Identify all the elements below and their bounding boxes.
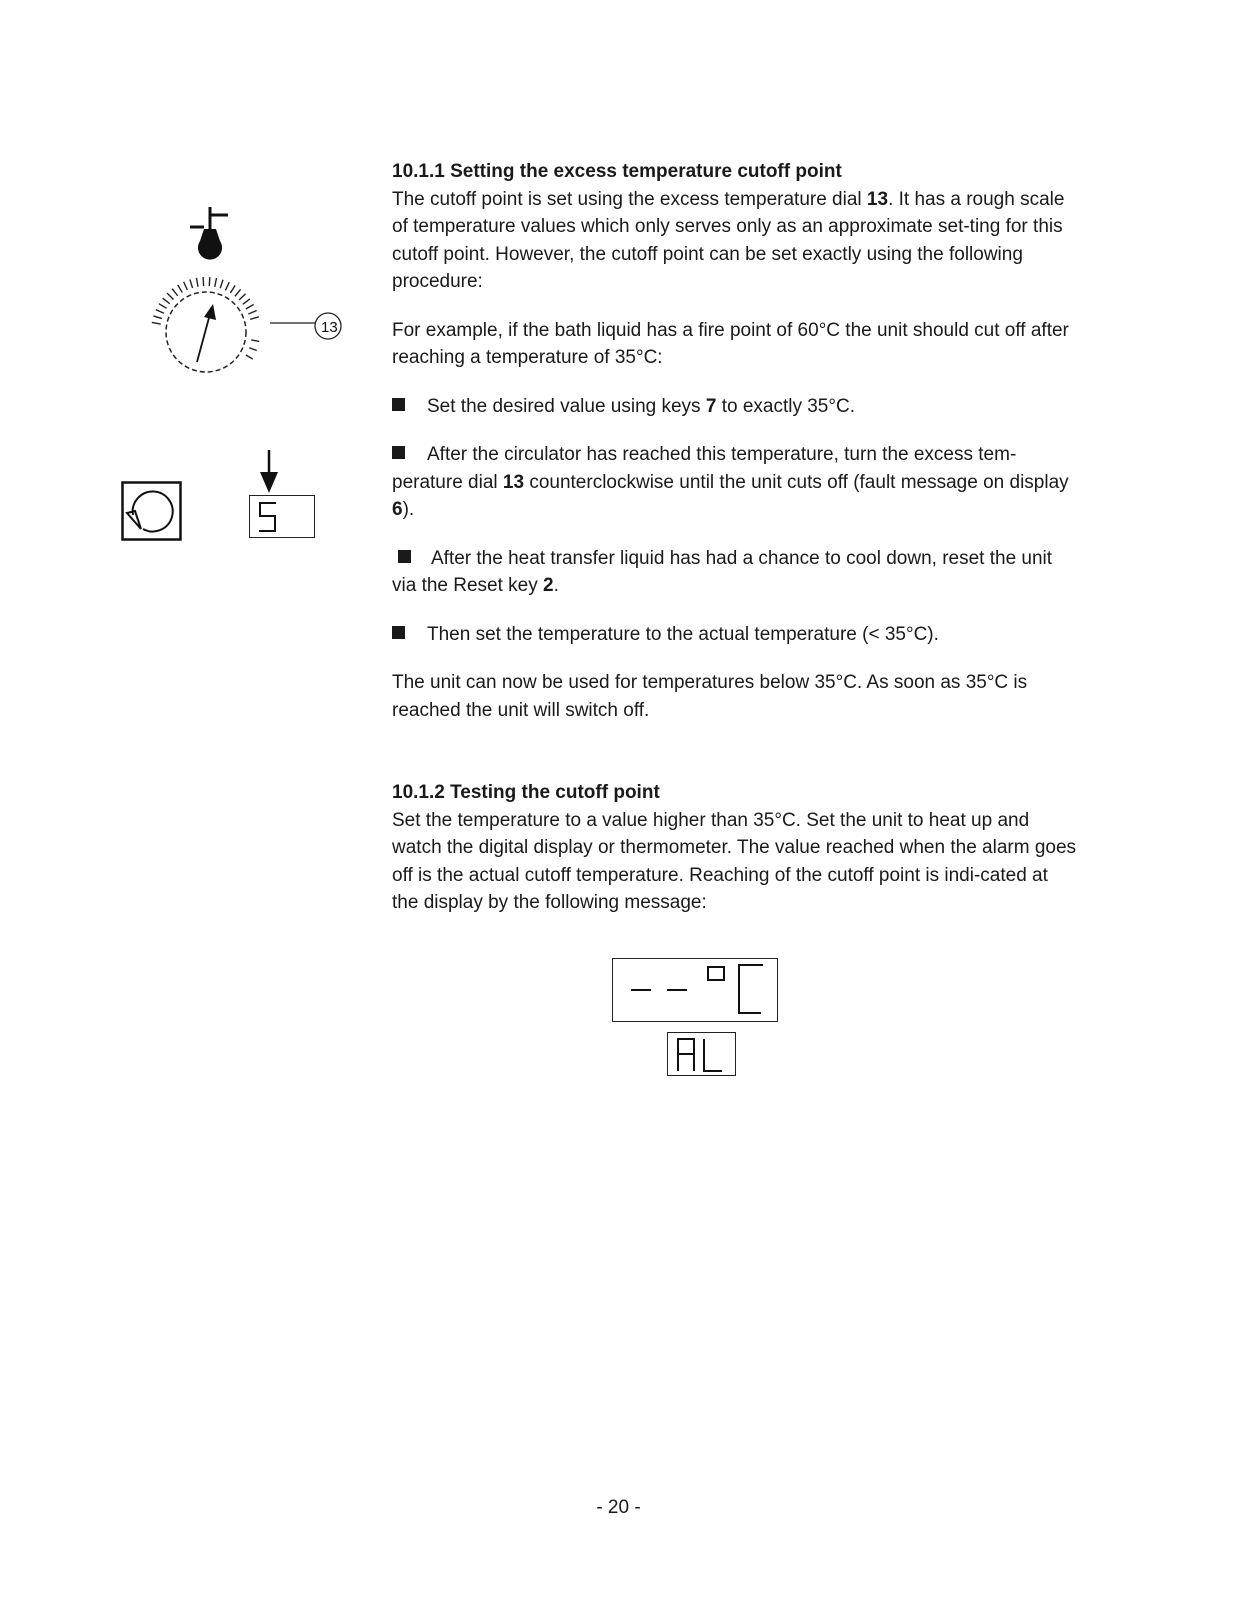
bullet-item: Then set the temperature to the actual temperature (< 35°C). [392, 621, 1077, 649]
dial-tick [235, 289, 241, 296]
dial-tick [196, 278, 198, 287]
excess-temperature-dial [140, 268, 350, 380]
dial-tick [159, 304, 167, 309]
segment-display-small [249, 495, 315, 538]
section-1 [392, 158, 1077, 724]
dial-tick [246, 355, 253, 359]
dial-tick [246, 305, 254, 310]
temperature-display [612, 958, 778, 1022]
dial-tick [178, 285, 183, 293]
dial-tick [215, 278, 217, 287]
alarm-al-glyphs [668, 1033, 735, 1075]
square-bullet-icon [392, 446, 405, 459]
square-bullet-icon [398, 550, 411, 563]
closing-paragraph: The unit can now be used for temperatures below 35°C. As soon as 35°C is reached the unit will switch off. [392, 672, 1028, 721]
section-heading: 10.1.2 Testing the cutoff point [392, 782, 660, 803]
dial-tick [172, 289, 178, 296]
dial-tick [152, 322, 161, 324]
down-arrow-icon [258, 450, 280, 494]
dial-tick [251, 340, 259, 341]
bullet-item: Set the desired value using keys 7 to exactly 35°C. [392, 393, 1077, 421]
section-heading: 10.1.1 Setting the excess temperature cutoff point [392, 161, 842, 182]
square-bullet-icon [392, 626, 405, 639]
alarm-display [667, 1032, 736, 1076]
dial-tick [249, 348, 257, 351]
digit-five-glyph [256, 500, 280, 534]
dash-dash-degree-celsius-glyphs [613, 959, 777, 1021]
dial-tick [243, 299, 250, 304]
dial-tick [190, 279, 193, 288]
dial-tick [209, 277, 210, 286]
dial-tick [239, 294, 245, 300]
dial-tick [225, 282, 229, 290]
dial-tick [156, 310, 164, 314]
dial-tick [220, 280, 223, 289]
body-paragraph: Set the temperature to a value higher than 35°C. Set the unit to heat up and watch the digital display or thermometer. The value reached when the alarm goes off is the actual cutoff temperature. Reaching of the cutoff point is indi-cated at the display by the following message: [392, 809, 1077, 913]
page-number: - 20 - [596, 1497, 641, 1518]
rotation-knob-icon [121, 481, 183, 543]
bullet-item: After the heat transfer liquid has had a chance to cool down, reset the unit via the Reset key 2. [392, 547, 1053, 596]
dial-tick [230, 285, 235, 293]
intro-paragraph: The cutoff point is set using the excess temperature dial 13. It has a rough scale of temperature values which only serves only as an approximate set-ting for this cutoff point. However, the cutoff point can be set exactly using the following procedure: [392, 188, 1065, 292]
dial-tick [250, 317, 259, 319]
thermometer-cutoff-icon [186, 205, 230, 260]
square-bullet-icon [392, 398, 405, 411]
bullet-item: After the circulator has reached this temperature, turn the excess tem-perature dial 13 counterclockwise until the unit cuts off (fault message on display 6). [392, 444, 1069, 520]
example-paragraph: For example, if the bath liquid has a fire point of 60°C the unit should cut off after reaching a temperature of 35°C: [392, 319, 1069, 368]
dial-tick [153, 316, 162, 319]
dial-tick [184, 282, 188, 290]
dial-callout-number: 13 [321, 319, 338, 336]
dial-tick [167, 293, 173, 299]
section-2 [392, 779, 1077, 917]
dial-tick [248, 311, 256, 315]
dial-tick [163, 298, 170, 304]
